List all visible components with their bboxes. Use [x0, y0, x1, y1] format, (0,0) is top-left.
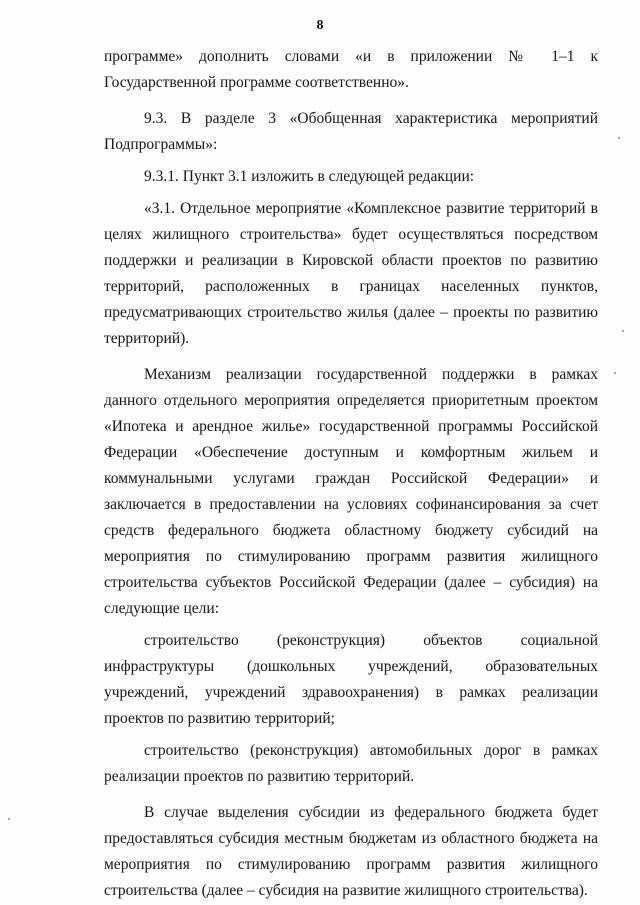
paragraph-subsidy-local: В случае выделения субсидии из федерального бюджета будет предоставляться субсидия местным бюджетам из областного бюджета на мероприятия по стимулированию программ развития жилищного строительства (далее – субсидия на развитие жилищного строительства).	[104, 804, 598, 899]
paragraph-goal-roads: строительство (реконструкция) автомобильных дорог в рамках реализации проектов по развитию территорий.	[104, 742, 598, 785]
scan-speck	[622, 330, 624, 332]
paragraph-goal-social-infrastructure: строительство (реконструкция) объектов социальной инфраструктуры (дошкольных учреждений, образовательных учреждений, учреждений здравоохранения) в рамках реализации проектов по развитию территорий;	[104, 632, 598, 727]
paragraph-item-9-3-1: 9.3.1. Пункт 3.1 изложить в следующей редакции:	[144, 168, 475, 185]
scan-speck	[8, 818, 10, 820]
scan-speck	[614, 372, 616, 374]
page-number: 8	[316, 18, 324, 33]
paragraph-section-9-3: 9.3. В разделе 3 «Обобщенная характеристика мероприятий Подпрограммы»:	[104, 110, 598, 153]
document-body	[104, 44, 598, 904]
scan-speck	[618, 137, 620, 139]
paragraph-continuation: программе» дополнить словами «и в приложении № 1–1 к Государственной программе соответственно».	[104, 48, 598, 91]
paragraph-item-3-1: «3.1. Отдельное мероприятие «Комплексное развитие территорий в целях жилищного строительства» будет осуществляться посредством поддержки и реализации в Кировской области проектов по развитию территорий, расположенных в границах населенных пунктов, предусматривающих строительство жилья (далее – проекты по развитию территорий).	[104, 200, 598, 347]
paragraph-mechanism: Механизм реализации государственной поддержки в рамках данного отдельного мероприятия определяется приоритетным проектом «Ипотека и арендное жилье» государственной программы Российской Федерации «Обеспечение доступным и комфортным жильем и коммунальными услугами граждан Российской Федерации» и заключается в предоставлении на условиях софинансирования за счет средств федерального бюджета областному бюджету субсидий на мероприятия по стимулированию программ развития жилищного строительства субъектов Российской Федерации (далее – субсидия) на следующие цели:	[104, 366, 598, 617]
